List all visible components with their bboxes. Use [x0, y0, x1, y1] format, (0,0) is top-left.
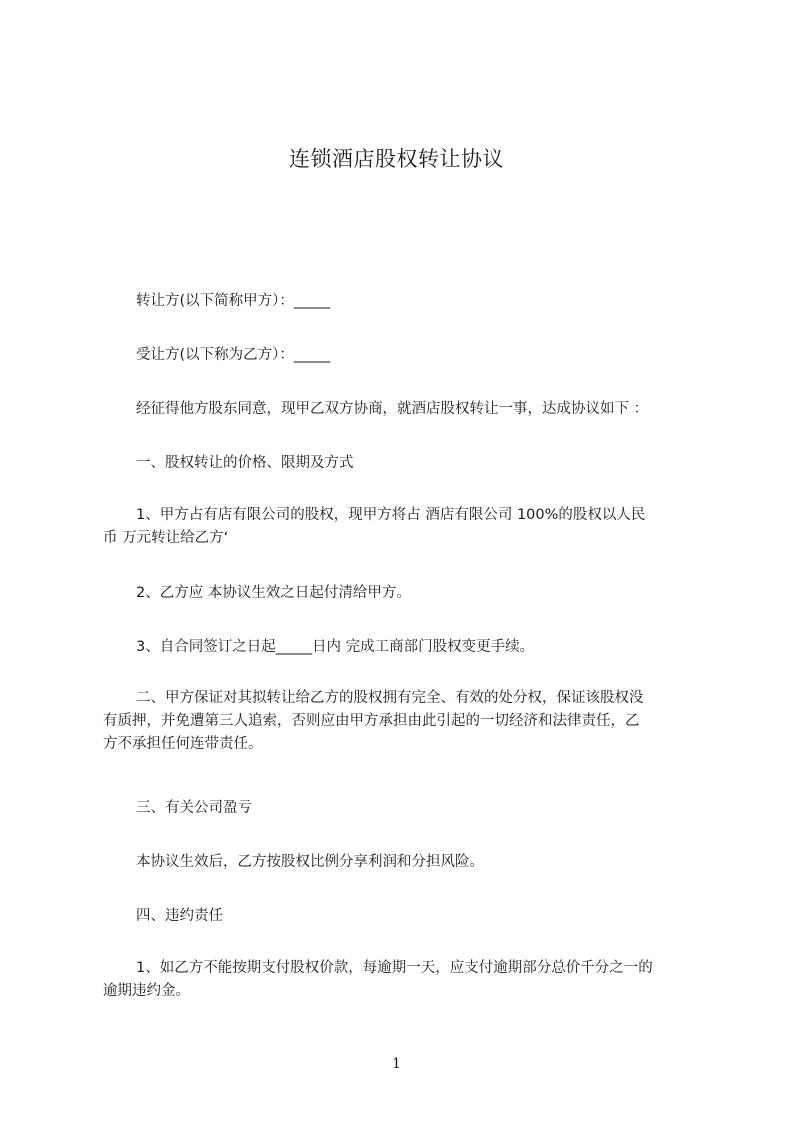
party-a-line: 转让方(以下简称甲方）：_____	[136, 293, 331, 309]
section-2-paragraph	[103, 687, 713, 756]
page-number: 1	[392, 1056, 401, 1072]
preamble: 经征得他方股东同意，现甲乙双方协商，就酒店股权转让一事，达成协议如下 ：	[136, 401, 649, 417]
section-2-line-2: 有质押，并免遭第三人追索，否则应由甲方承担由此引起的一切经济和法律责任，乙	[103, 713, 640, 729]
section-4-item-1-line-2: 逾期违约金。	[103, 983, 190, 999]
section-1-heading: 一、股权转让的价格、限期及方式	[136, 455, 354, 471]
document-title: 连锁酒店股权转让协议	[289, 147, 504, 171]
section-4-item-1	[103, 957, 713, 1003]
section-1-item-3: 3、自合同签订之日起_____日内 完成工商部门股权变更手续。	[136, 639, 535, 655]
section-4-heading: 四、违约责任	[136, 908, 223, 924]
section-2-line-3: 方不承担任何连带责任。	[103, 736, 263, 752]
section-2-line-1: 二、甲方保证对其拟转让给乙方的股权拥有完全、有效的处分权，保证该股权没	[136, 690, 644, 706]
party-b-line: 受让方(以下称为乙方）：_____	[136, 347, 331, 363]
section-1-item-1	[103, 504, 713, 550]
section-3-text: 本协议生效后，乙方按股权比例分享利润和分担风险。	[136, 854, 484, 870]
section-1-item-1-line-1: 1、甲方占有店有限公司的股权，现甲方将占 酒店有限公司 100%的股权以人民	[136, 507, 646, 523]
section-3-heading: 三、有关公司盈亏	[136, 800, 252, 816]
section-4-item-1-line-1: 1、如乙方不能按期支付股权价款，每逾期一天，应支付逾期部分总价千分之一的	[136, 960, 653, 976]
section-1-item-1-line-2: 币 万元转让给乙方‘	[103, 530, 229, 546]
section-1-item-2: 2、乙方应 本协议生效之日起付清给甲方。	[136, 585, 411, 601]
